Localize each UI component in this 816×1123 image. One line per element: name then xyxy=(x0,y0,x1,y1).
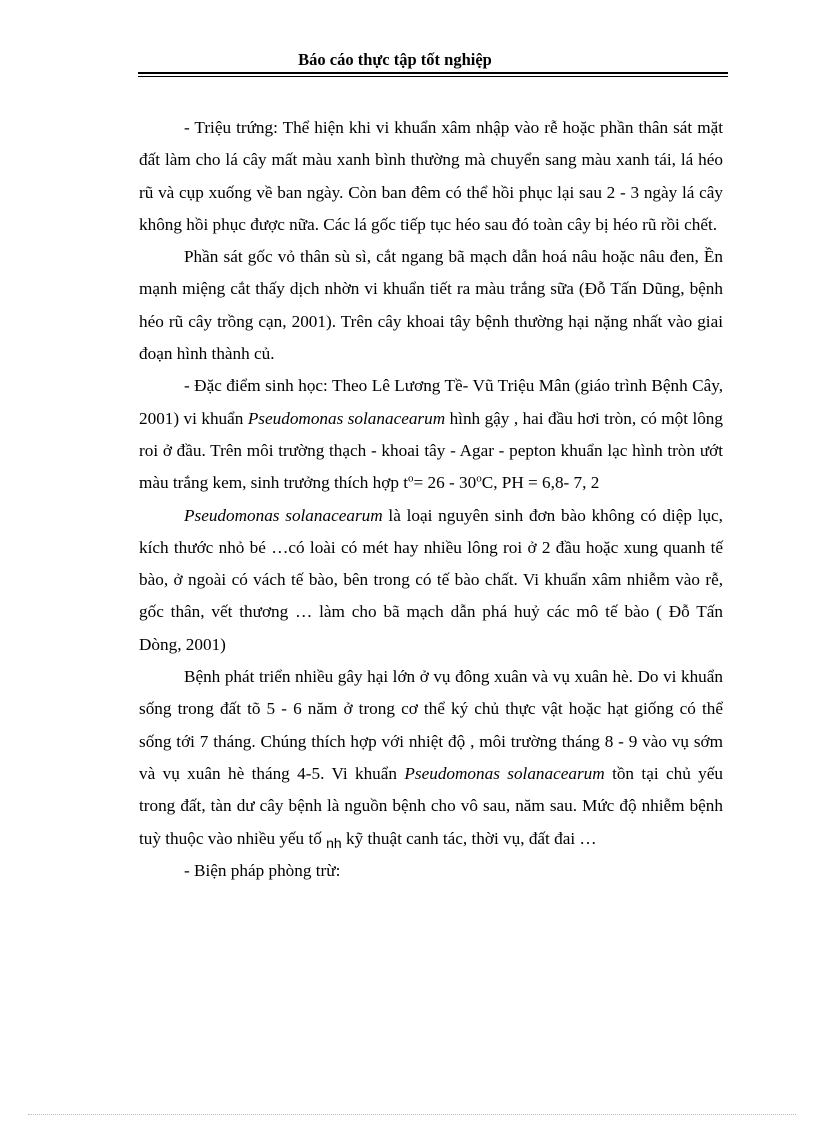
species-name: Pseudomonas solanacearum xyxy=(247,408,446,428)
page-header-title: Báo cáo thực tập tốt nghiệp xyxy=(298,50,492,69)
biology-text-a: - Đặc điểm sinh học: Theo Lê Lương Tề- Vũ Triệu Mân (giáo trình Bệnh Cây, 2001) vi khuẩn xyxy=(139,376,723,428)
paragraph-symptoms: - Triệu trứng: Thể hiện khi vi khuẩn xâm nhập vào rễ hoặc phần thân sát mặt đất làm cho lá cây mất màu xanh bình thường mà chuyển sang màu xanh tái, lá héo rũ và cụp xuống về ban ngày. Còn ban đêm có thể hồi phục lại sau 2 - 3 ngày lá cây không hồi phục được nữa. Các lá gốc tiếp tục héo sau đó toàn cây bị héo rũ rồi chết. xyxy=(139,118,723,234)
paragraph-organism xyxy=(139,500,723,661)
development-text-b: tồn tại chủ yếu trong đất, tàn dư cây bệnh là nguồn bệnh cho vô sau, năm sau. Mức độ nhiễm bệnh tuỳ thuộc vào nhiều yếu tố xyxy=(139,763,724,848)
biology-text-c: = 26 - 30 xyxy=(413,473,477,493)
development-text-c: kỹ thuật canh tác, thời vụ, đất đai … xyxy=(346,828,597,848)
biology-text-b: hình gậy , hai đầu hơi tròn, có một lông roi ở đầu. Trên môi trường thạch - khoai tây - Agar - pepton khuẩn lạc hình tròn ướt màu trắng kem, sinh trưởng thích hợp t xyxy=(139,408,723,493)
paragraph-development xyxy=(139,661,723,855)
development-text-a: Bệnh phát triển nhiều gây hại lớn ở vụ đông xuân và vụ xuân hè. Do vi khuẩn sống trong đất tõ 5 - 6 năm ở trong cơ thể ký chủ thực vật hoặc hạt giống có thể sống tới 7 tháng. Chúng thích hợp với nhiệt độ , môi trường tháng 8 - 9 vào vụ sớm và vụ xuân hè tháng 4-5. Vi khuẩn xyxy=(139,667,723,783)
paragraph-prevention: - Biện pháp phòng trừ: xyxy=(184,860,341,880)
species-name: Pseudomonas solanacearum xyxy=(404,763,605,783)
document-body xyxy=(139,112,723,887)
header-rule-thick xyxy=(138,72,728,74)
biology-text-d: C, PH = 6,8- 7, 2 xyxy=(481,473,600,493)
paragraph-stem-base: Phần sát gốc vỏ thân sù sì, cắt ngang bã mạch dẫn hoá nâu hoặc nâu đen, Ền mạnh miệng cắt thấy dịch nhờn vi khuẩn tiết ra màu trắng sữa (Đỗ Tấn Dũng, bệnh héo rũ cây trồng cạn, 2001). Trên cây khoai tây bệnh thường hại nặng nhất vào giai đoạn hình thành củ. xyxy=(139,247,723,364)
paragraph-biology xyxy=(139,370,723,499)
organism-text: là loại nguyên sinh đơn bào không có diệp lục, kích thước nhỏ bé …có loài có mét hay nhiều lông roi ở 2 đầu hoặc xung quanh tế bào, ở ngoài có vách tế bào, bên trong có tế bào chất. Vi khuẩn xâm nhiễm vào rễ, gốc thân, vết thương … làm cho bã mạch dẫn phá huỷ các mô tế bào ( Đỗ Tấn Dòng, 2001) xyxy=(139,505,723,654)
stray-text: nh xyxy=(326,834,342,851)
degree-sup: o xyxy=(408,472,414,485)
page-bottom-border xyxy=(28,1114,796,1115)
header-rule-thin xyxy=(138,76,728,77)
degree-sup: o xyxy=(476,472,482,485)
species-name: Pseudomonas solanacearum xyxy=(184,505,383,525)
